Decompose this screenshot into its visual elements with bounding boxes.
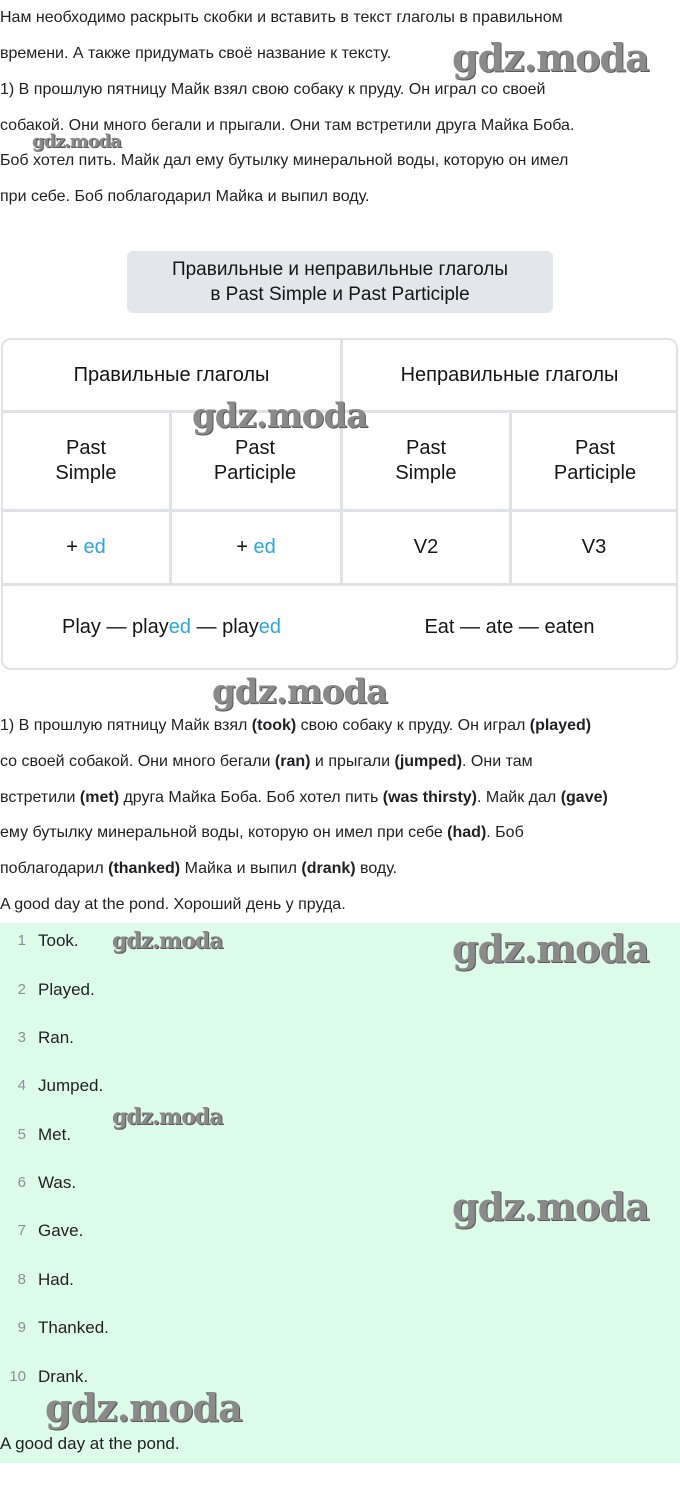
example-irregular: Eat — ate — eaten — [424, 615, 595, 638]
header-irregular-verbs: Неправильные глаголы — [400, 363, 619, 386]
watermark-logo: gdz.moda — [32, 131, 121, 152]
task-line-4: собакой. Они много бегали и прыгали. Они там встретили друга Майка Боба. — [0, 117, 575, 134]
ed-suffix: ed — [168, 615, 191, 638]
watermark-logo: gdz.moda — [452, 35, 649, 80]
plus-sign: + — [66, 536, 78, 558]
col-irregular-past-simple: Past Simple — [395, 437, 457, 484]
rule-irregular-ps: V2 — [413, 536, 439, 558]
task-line-5: Боб хотел пить. Майк дал ему бутылку минеральной воды, которую он имел — [0, 152, 569, 169]
answers-list: 1 Took. 2 Played. 3 Ran. 4 Jumped. 5 Met. 6 Was. 7 Gave. 8 Had. 9 Thanked. 10 Drank. A good day at the pond. — [0, 923, 680, 1463]
plus-sign: + — [236, 536, 248, 558]
watermark-logo: gdz.moda — [192, 396, 368, 436]
watermark-logo: gdz.moda — [112, 928, 223, 954]
table-title-line-2: в Past Simple и Past Participle — [210, 284, 470, 305]
watermark-logo: gdz.moda — [112, 1104, 223, 1130]
watermark-logo: gdz.moda — [212, 672, 388, 712]
example-regular — [3, 586, 340, 668]
watermark-logo: gdz.moda — [452, 1184, 649, 1229]
table-title-line-1: Правильные и неправильные глаголы — [171, 259, 509, 280]
ed-suffix: ed — [253, 536, 276, 558]
watermark-logo: gdz.moda — [452, 926, 649, 971]
verb-table — [1, 338, 678, 670]
task-line-1: Нам необходимо раскрыть скобки и вставить в текст глаголы в правильном — [0, 9, 563, 26]
solution-line-1: 1) В прошлую пятницу Майк взял (took) свою собаку к пруду. Он играл (played) — [0, 717, 592, 734]
watermark-logo: gdz.moda — [45, 1385, 242, 1430]
solution-line-2: со своей собакой. Они много бегали (ran) и прыгали (jumped). Они там — [0, 753, 533, 770]
task-line-6: при себе. Боб поблагодарил Майка и выпил воду. — [0, 188, 370, 205]
example-regular-part-2: — play — [190, 615, 259, 638]
solution-line-5: поблагодарил (thanked) Майка и выпил (drank) воду. — [0, 860, 398, 877]
col-irregular-past-participle: Past Participle — [553, 437, 637, 484]
example-regular-part-1: Play — play — [61, 615, 169, 638]
col-regular-past-simple: Past Simple — [55, 437, 117, 484]
col-regular-past-participle: Past Participle — [213, 437, 297, 484]
ed-suffix: ed — [83, 536, 106, 558]
solution-line-4: ему бутылку минеральной воды, которую он имел при себе (had). Боб — [0, 824, 524, 841]
ed-suffix: ed — [258, 615, 282, 638]
header-regular-verbs: Правильные глаголы — [73, 363, 270, 386]
task-line-2: времени. А также придумать своё название к тексту. — [0, 45, 392, 62]
rule-regular-ps — [3, 512, 169, 583]
rule-regular-pp — [172, 512, 340, 583]
rule-irregular-pp: V3 — [581, 536, 607, 558]
task-line-3: 1) В прошлую пятницу Майк взял свою собаку к пруду. Он играл со своей — [0, 81, 546, 98]
solution-line-3: встретили (met) друга Майка Боба. Боб хотел пить (was thirsty). Майк дал (gave) — [0, 789, 608, 806]
table-title-box — [127, 251, 553, 313]
solution-title-line: A good day at the pond. Хороший день у пруда. — [0, 896, 346, 913]
